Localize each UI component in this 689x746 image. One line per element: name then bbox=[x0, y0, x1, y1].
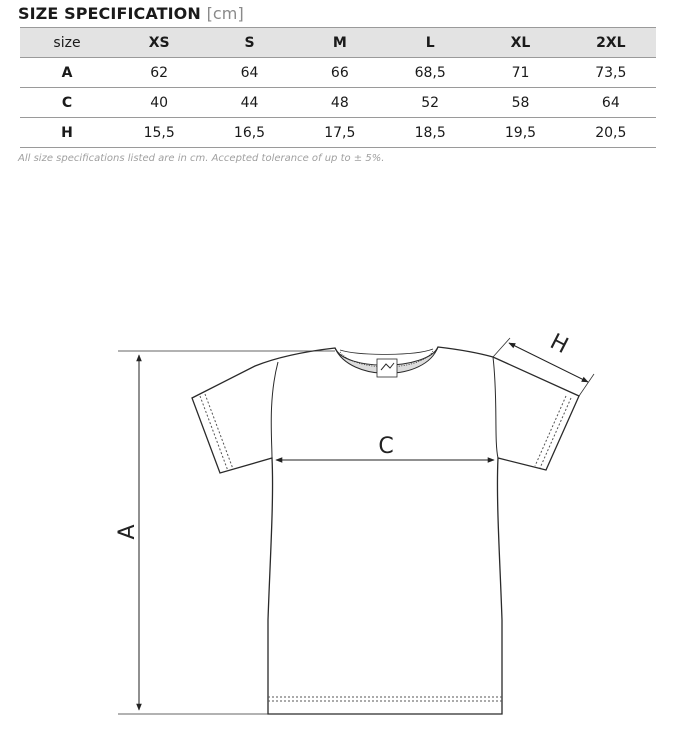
size-header-xs: XS bbox=[114, 28, 204, 58]
row-label-h: H bbox=[20, 118, 114, 148]
neck-label bbox=[377, 359, 397, 377]
table-cell: 64 bbox=[204, 58, 294, 88]
row-label-c: C bbox=[20, 88, 114, 118]
size-corner-label: size bbox=[20, 28, 114, 58]
table-cell: 62 bbox=[114, 58, 204, 88]
table-cell: 71 bbox=[475, 58, 565, 88]
table-cell: 15,5 bbox=[114, 118, 204, 148]
dimension-h-label: H bbox=[545, 329, 572, 360]
size-header-m: M bbox=[295, 28, 385, 58]
table-cell: 73,5 bbox=[566, 58, 656, 88]
table-cell: 52 bbox=[385, 88, 475, 118]
table-cell: 58 bbox=[475, 88, 565, 118]
tshirt-body-outline bbox=[192, 347, 579, 714]
table-cell: 20,5 bbox=[566, 118, 656, 148]
table-cell: 17,5 bbox=[295, 118, 385, 148]
title-unit: [cm] bbox=[206, 4, 244, 23]
dimension-h-extension-right bbox=[579, 374, 594, 396]
size-header-s: S bbox=[204, 28, 294, 58]
dimension-h-extension-left bbox=[493, 338, 510, 357]
size-header-l: L bbox=[385, 28, 475, 58]
size-header-xl: XL bbox=[475, 28, 565, 58]
table-cell: 64 bbox=[566, 88, 656, 118]
size-header-2xl: 2XL bbox=[566, 28, 656, 58]
title-text: SIZE SPECIFICATION bbox=[18, 4, 201, 23]
tolerance-note: All size specifications listed are in cm. Accepted tolerance of up to ± 5%. bbox=[18, 153, 385, 164]
row-label-a: A bbox=[20, 58, 114, 88]
table-cell: 16,5 bbox=[204, 118, 294, 148]
table-cell: 40 bbox=[114, 88, 204, 118]
dimension-c-label: C bbox=[378, 434, 394, 459]
table-cell: 66 bbox=[295, 58, 385, 88]
neck-back bbox=[340, 349, 433, 354]
table-cell: 48 bbox=[295, 88, 385, 118]
table-cell: 19,5 bbox=[475, 118, 565, 148]
table-cell: 44 bbox=[204, 88, 294, 118]
table-cell: 68,5 bbox=[385, 58, 475, 88]
table-cell: 18,5 bbox=[385, 118, 475, 148]
dimension-a-label: A bbox=[115, 524, 140, 540]
